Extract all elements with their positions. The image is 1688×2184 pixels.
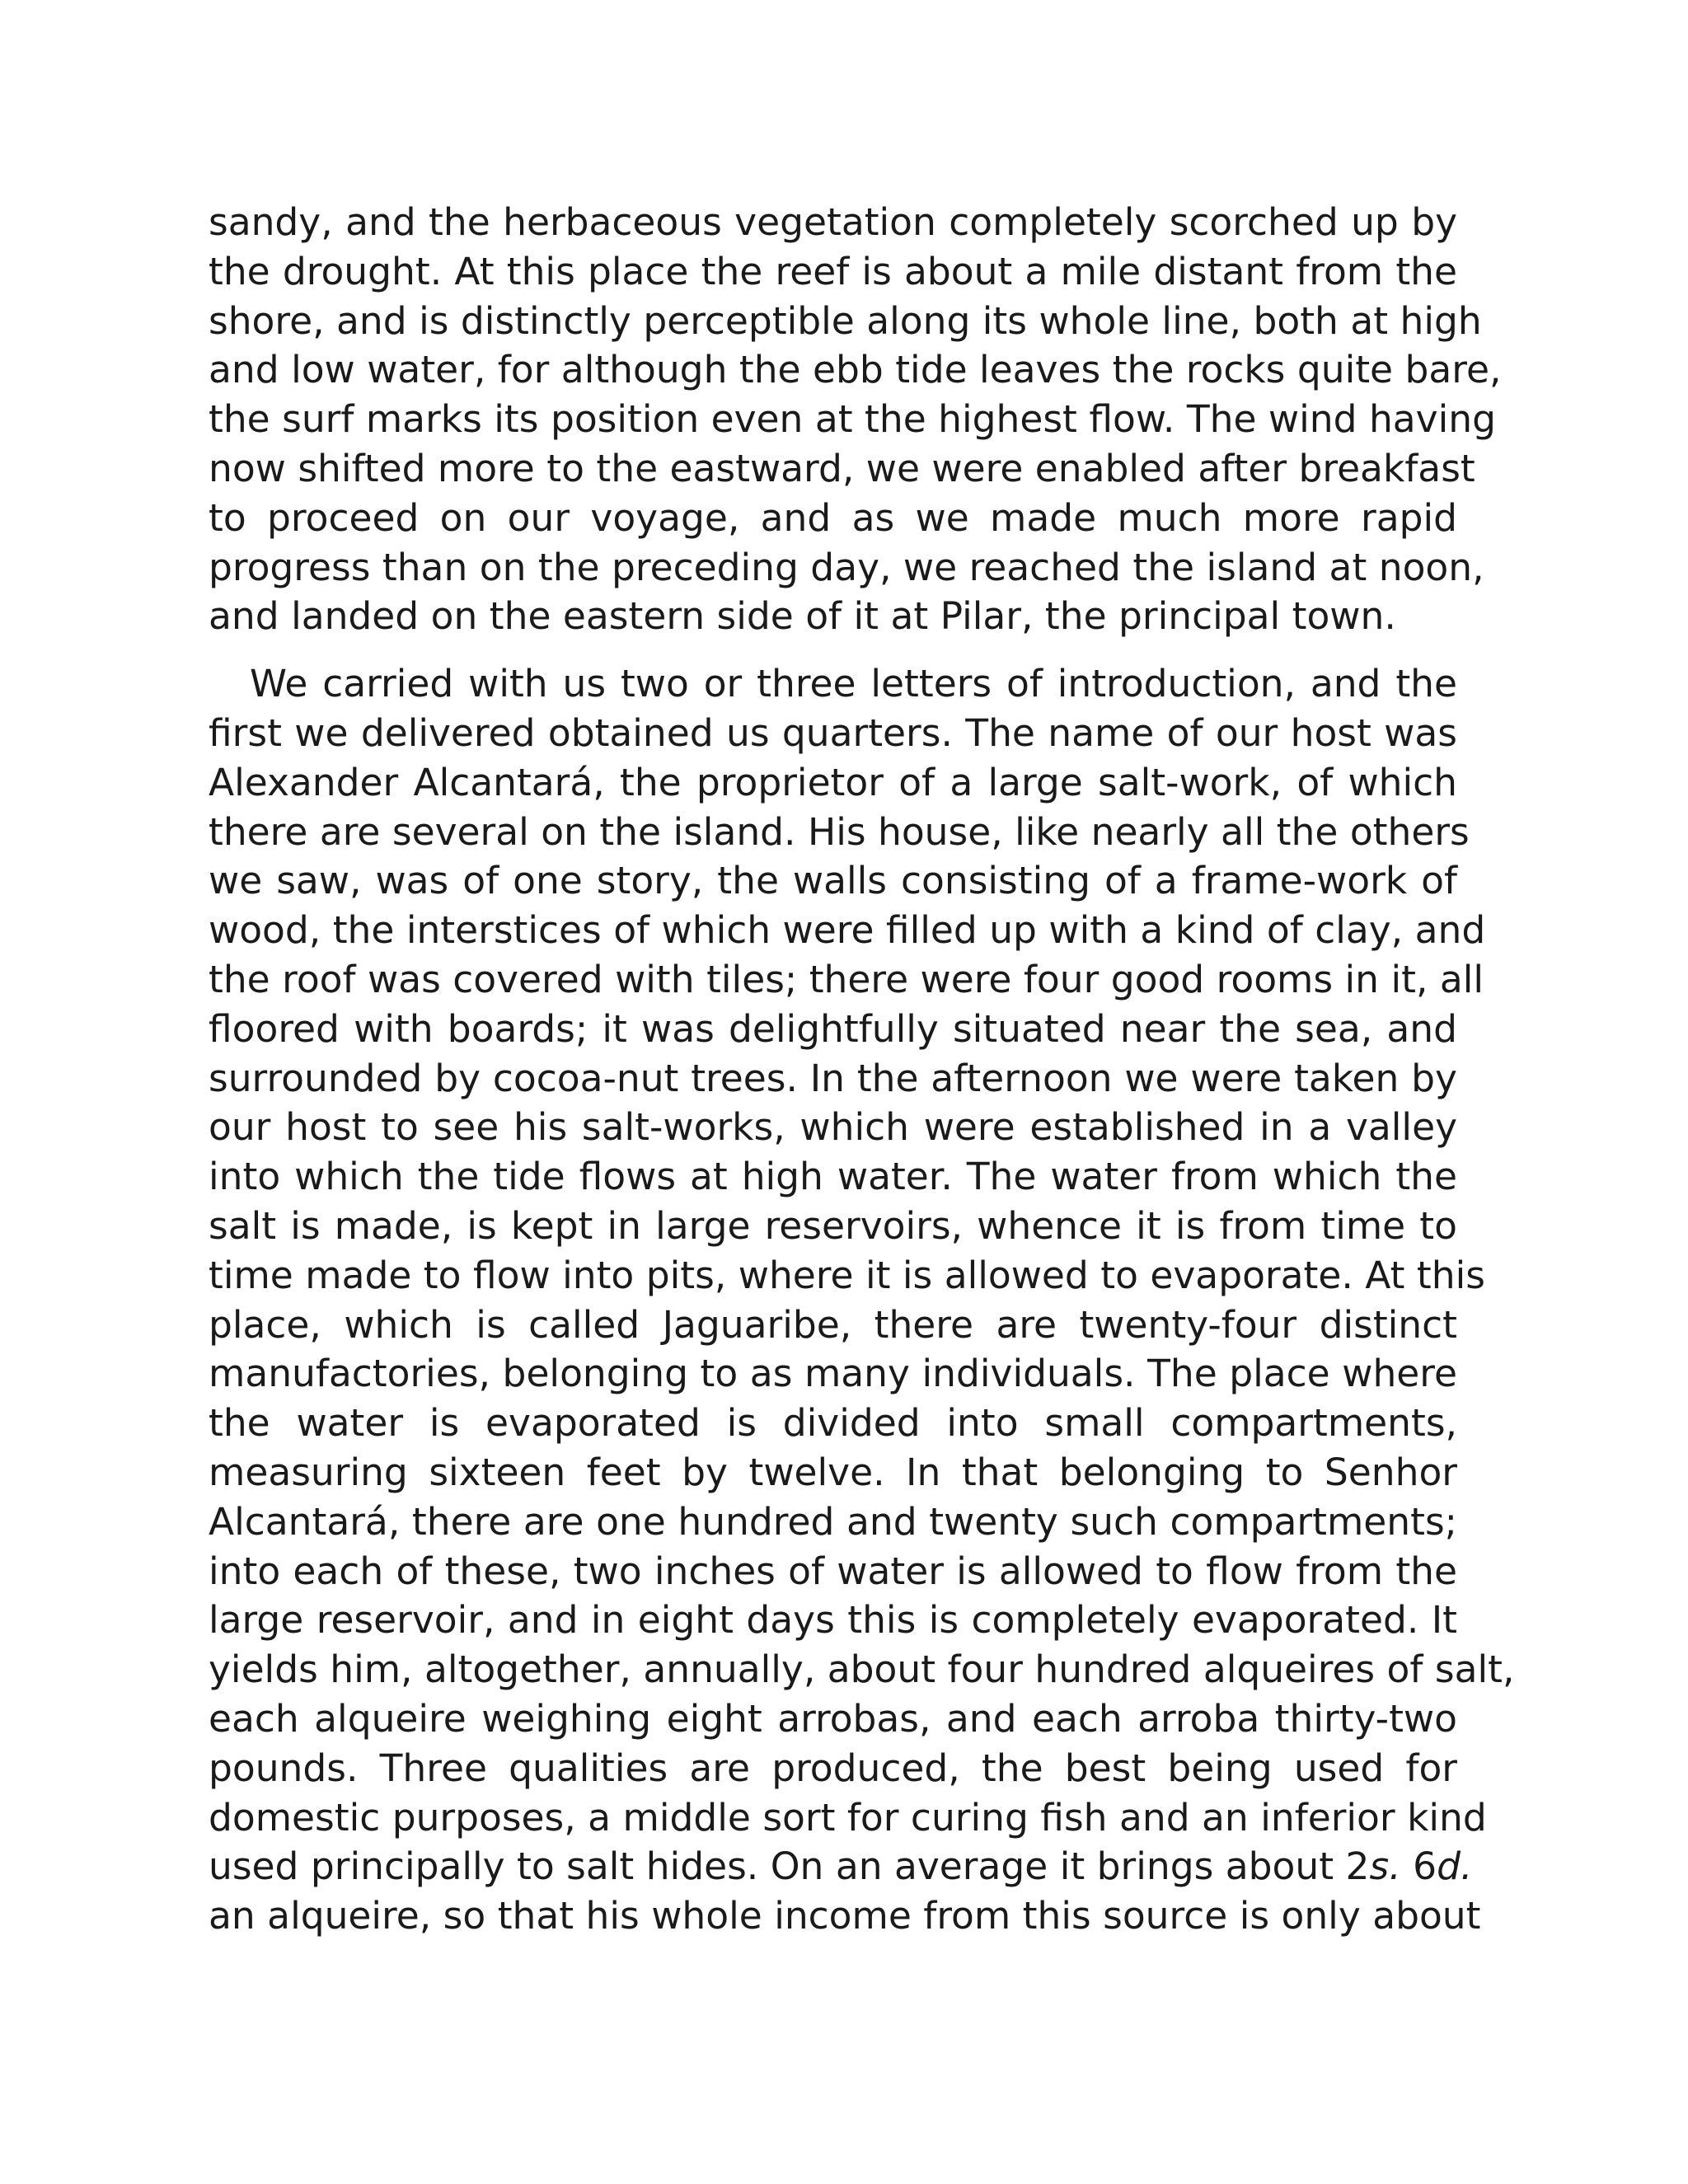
text-line: the water is evaporated is divided into small compartments, — [209, 1401, 1457, 1446]
text-line: the drought. At this place the reef is about a mile distant from the — [209, 249, 1457, 293]
text-line: and low water, for although the ebb tide leaves the rocks quite bare, — [209, 348, 1502, 392]
text-line: the surf marks its position even at the highest flow. The wind having — [209, 397, 1496, 442]
text-line: our host to see his salt-works, which were established in a valley — [209, 1105, 1457, 1150]
text-line: now shifted more to the eastward, we were enabled after breakfast — [209, 446, 1475, 490]
text-line: time made to flow into pits, where it is allowed to evaporate. At this — [209, 1253, 1485, 1297]
text-line: we saw, was of one story, the walls consisting of a frame-work of — [209, 859, 1457, 903]
text-line: shore, and is distinctly perceptible along its whole line, both at high — [209, 298, 1482, 343]
text-line: Alexander Alcantará, the proprietor of a large salt-work, of which — [209, 760, 1457, 804]
text-line: wood, the interstices of which were filled up with a kind of clay, and — [209, 908, 1486, 953]
text-segment: 6 — [1400, 1844, 1437, 1889]
pence-abbreviation: d. — [1437, 1844, 1473, 1889]
text-line: measuring sixteen feet by twelve. In that belonging to Senhor — [209, 1450, 1457, 1494]
text-line: domestic purposes, a middle sort for curing fish and an inferior kind — [209, 1795, 1487, 1840]
text-line: large reservoir, and in eight days this is completely evaporated. It — [209, 1598, 1457, 1643]
text-line-currency — [209, 1842, 1473, 1891]
text-line: to proceed on our voyage, and as we made much more rapid — [209, 495, 1457, 540]
text-line: each alqueire weighing eight arrobas, and each arroba thirty-two — [209, 1696, 1457, 1741]
text-line: an alqueire, so that his whole income from this source is only about — [209, 1894, 1481, 1938]
paragraph-1 — [209, 198, 1502, 641]
text-segment: used principally to salt hides. On an average it brings about 2 — [209, 1844, 1370, 1889]
text-line: place, which is called Jaguaribe, there are twenty-four distinct — [209, 1302, 1457, 1347]
text-line: manufactories, belonging to as many individuals. The place where — [209, 1352, 1457, 1396]
text-line: first we delivered obtained us quarters. The name of our host was — [209, 710, 1457, 755]
text-line: Alcantará, there are one hundred and twenty such compartments; — [209, 1499, 1457, 1544]
text-line: pounds. Three qualities are produced, the best being used for — [209, 1746, 1457, 1790]
text-line: into each of these, two inches of water is allowed to flow from the — [209, 1549, 1457, 1593]
text-line: We carried with us two or three letters of introduction, and the — [250, 662, 1457, 706]
text-line: progress than on the preceding day, we reached the island at noon, — [209, 545, 1484, 589]
text-line: there are several on the island. His house, like nearly all the others — [209, 809, 1470, 854]
text-line: floored with boards; it was delightfully situated near the sea, and — [209, 1006, 1457, 1051]
text-line: surrounded by cocoa-nut trees. In the afternoon we were taken by — [209, 1056, 1457, 1100]
shillings-abbreviation: s. — [1369, 1844, 1401, 1889]
paragraph-2 — [209, 659, 1515, 1941]
text-line: into which the tide flows at high water. The water from which the — [209, 1155, 1457, 1199]
text-line: yields him, altogether, annually, about four hundred alqueires of salt, — [209, 1647, 1515, 1692]
text-line: the roof was covered with tiles; there were four good rooms in it, all — [209, 957, 1484, 1001]
text-line: sandy, and the herbaceous vegetation completely scorched up by — [209, 200, 1457, 244]
book-page — [209, 198, 1515, 1941]
text-line: and landed on the eastern side of it at Pilar, the principal town. — [209, 594, 1396, 639]
text-line: salt is made, is kept in large reservoirs, whence it is from time to — [209, 1203, 1457, 1248]
